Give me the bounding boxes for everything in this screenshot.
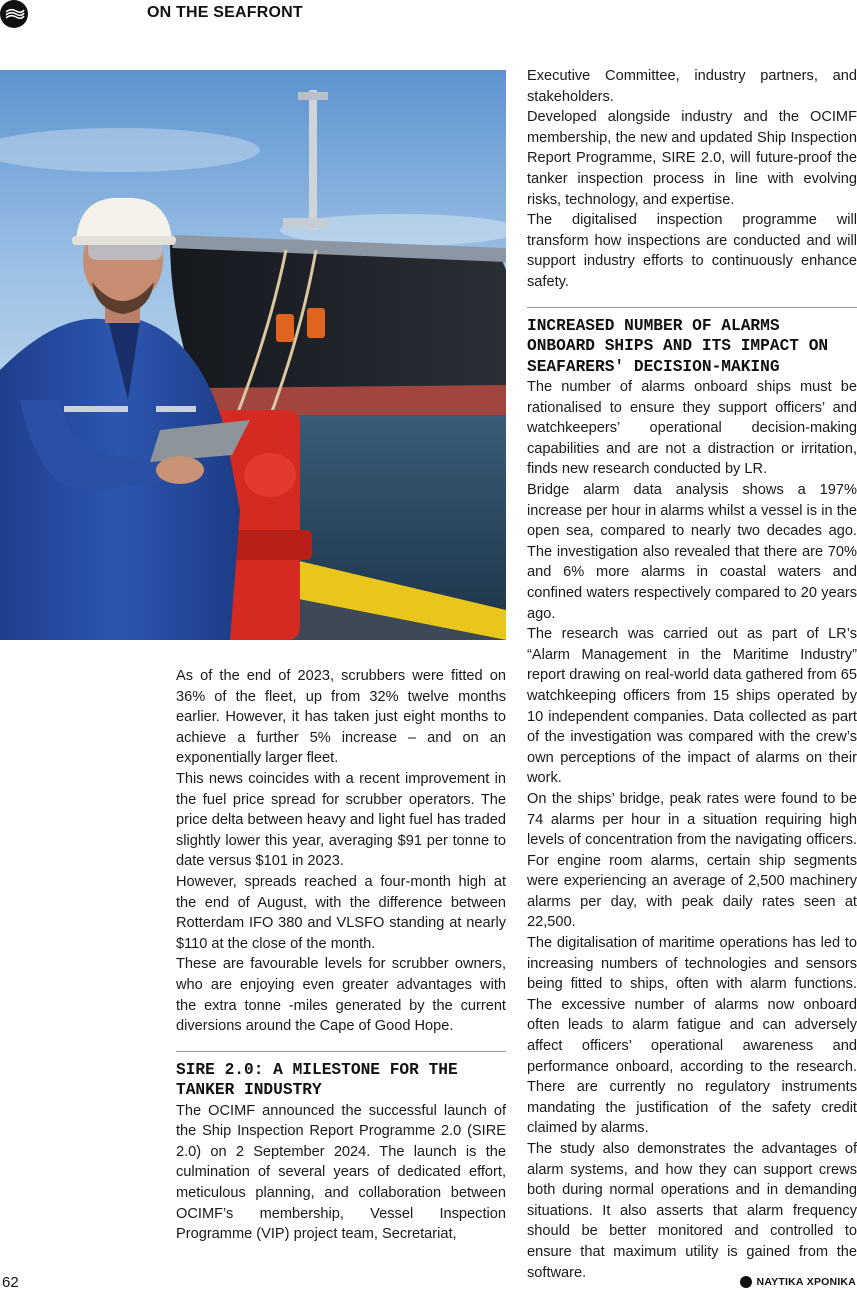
brand-logo: [740, 1276, 856, 1288]
paragraph: The digitalisation of maritime operations has led to increasing numbers of technologies and sensors being fitted to ships, often with alarm functions. The excessive number of alarms now onboard often leads to alarm fatigue and can adversely affect officers’ operational awareness and performance onboard, according to the research. There are currently no regulatory instruments mandating the justification of the safety credit claimed by alarms.: [527, 935, 857, 1137]
paragraph: On the ships’ bridge, peak rates were found to be 74 alarms per hour in a situation requiring high levels of concentration from the navigating officers. For engine room alarms, certain ship segments were experiencing an average of 2,500 machinery alarms per day, with peak daily rates seen at 22,500.: [527, 790, 857, 931]
paragraph: These are favourable levels for scrubber owners, who are enjoying even greater advantages with the extra tonne -miles generated by the current diversions around the Cape of Good Hope.: [176, 956, 506, 1035]
paragraph: Bridge alarm data analysis shows a 197% increase per hour in alarms whilst a vessel is in the open sea, compared to nearly two decades ago. The investigation also revealed that there are 70% and 6% more alarms in coastal waters and confined waters respectively compared to 20 years ago.: [527, 482, 857, 622]
wave-logo-icon: [0, 0, 28, 28]
brand-dot-icon: [740, 1276, 752, 1288]
alarms-heading: INCREASED NUMBER OF ALARMS ONBOARD SHIPS AND ITS IMPACT ON SEAFARERS' DECISION-MAKING: [527, 316, 829, 376]
left-column: [176, 666, 506, 1245]
page-number: 62: [2, 1274, 19, 1291]
paragraph: As of the end of 2023, scrubbers were fitted on 36% of the fleet, up from 32% twelve months earlier. However, it has taken just eight months to achieve a further 5% increase – and on an exponentially larger fleet.: [176, 668, 506, 767]
paragraph: Executive Committee, industry partners, and stakeholders.: [527, 68, 857, 105]
paragraph: The number of alarms onboard ships must be rationalised to ensure they support officers’ and watchkeepers’ operational decision-making capabilities and are not a distraction or irritation, finds new research conducted by LR.: [527, 379, 857, 478]
divider: [176, 1051, 506, 1052]
right-column: [527, 66, 857, 1283]
ship-officer-photo: [0, 70, 506, 640]
paragraph: The study also demonstrates the advantages of alarm systems, and how they can support crews both during normal operations and in demanding situations. It also asserts that alarm frequency should be better monitored and controlled to ensure that maximum utility is gained from the software.: [527, 1141, 857, 1281]
paragraph: The research was carried out as part of LR’s “Alarm Management in the Maritime Industry” report drawing on real-world data gathered from 65 watchkeeping officers from 15 ships operated by 10 independent companies. Data collected as part of the investigation was compared with the crew’s own perceptions of the impact of alarms on their work.: [527, 626, 857, 787]
paragraph: The OCIMF announced the successful launch of the Ship Inspection Report Programme 2.0 (SIRE 2.0) on 2 September 2024. The launch is the culmination of several years of dedicated effort, meticulous planning, and collaboration between OCIMF’s membership, Vessel Inspection Programme (VIP) project team, Secretariat,: [176, 1102, 506, 1243]
paragraph: This news coincides with a recent improvement in the fuel price spread for scrubber operators. The price delta between heavy and light fuel has traded slightly lower this year, averaging $91 per tonne to date versus $101 in 2023.: [176, 770, 506, 870]
paragraph: The digitalised inspection programme will transform how inspections are conducted and will support industry efforts to continuously enhance safety.: [527, 212, 857, 290]
paragraph: Developed alongside industry and the OCIMF membership, the new and updated Ship Inspection Report Programme, SIRE 2.0, will future-proof the tanker inspection process in line with evolving risks, technology, and expertise.: [527, 109, 857, 208]
divider: [527, 307, 857, 308]
sire-heading: SIRE 2.0: A MILESTONE FOR THE TANKER INDUSTRY: [176, 1060, 458, 1100]
section-title: ON THE SEAFRONT: [147, 4, 303, 21]
brand-name: ΝΑΥΤΙΚΑ ΧΡΟΝΙΚΑ: [756, 1276, 856, 1288]
paragraph: However, spreads reached a four-month high at the end of August, with the difference between Rotterdam IFO 380 and VLSFO standing at nearly $110 at the close of the month.: [176, 873, 506, 952]
